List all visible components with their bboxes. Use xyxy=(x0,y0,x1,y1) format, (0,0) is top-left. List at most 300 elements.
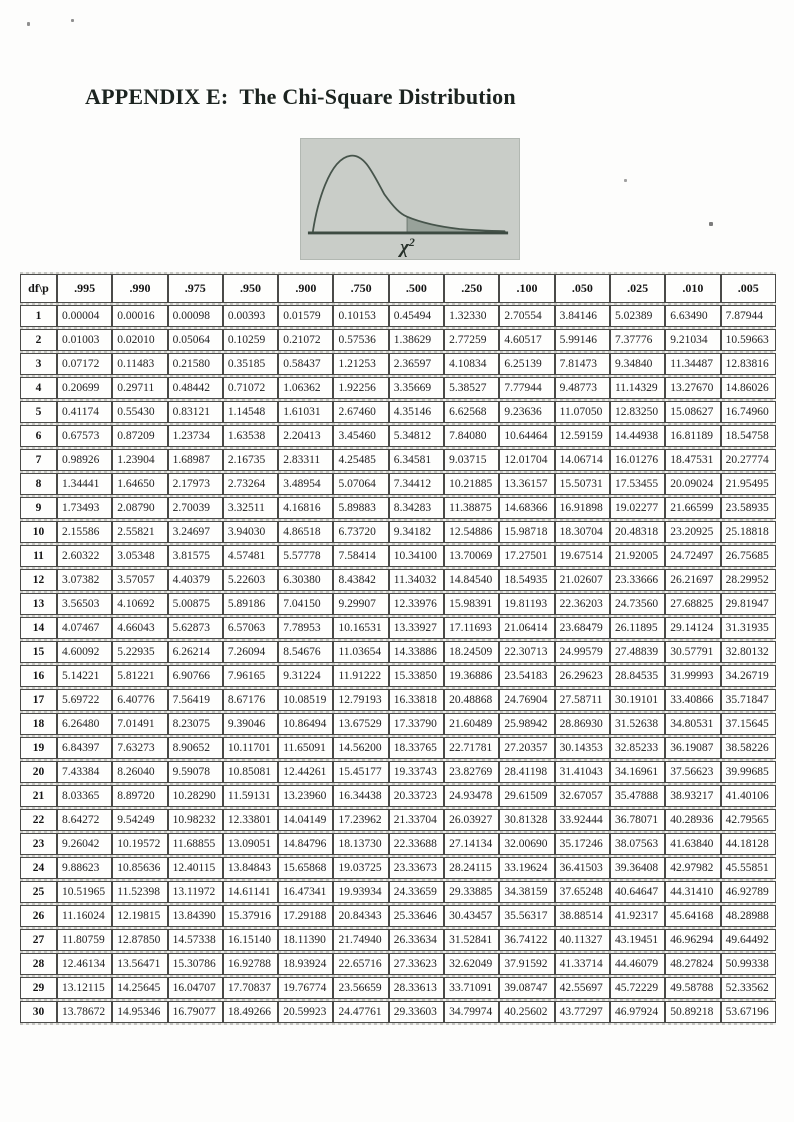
critical-value-cell: 19.36886 xyxy=(444,665,499,687)
critical-value-cell: 39.08747 xyxy=(499,977,554,999)
critical-value-cell: 6.57063 xyxy=(223,617,278,639)
critical-value-cell: 1.38629 xyxy=(389,329,444,351)
df-cell: 12 xyxy=(20,569,57,591)
critical-value-cell: 22.36203 xyxy=(555,593,610,615)
critical-value-cell: 10.08519 xyxy=(278,689,333,711)
critical-value-cell: 42.97982 xyxy=(665,857,720,879)
df-cell: 6 xyxy=(20,425,57,447)
critical-value-cell: 5.14221 xyxy=(57,665,112,687)
critical-value-cell: 31.99993 xyxy=(665,665,720,687)
critical-value-cell: 26.29623 xyxy=(555,665,610,687)
critical-value-cell: 7.78953 xyxy=(278,617,333,639)
critical-value-cell: 8.34283 xyxy=(389,497,444,519)
critical-value-cell: 46.96294 xyxy=(665,929,720,951)
critical-value-cell: 24.47761 xyxy=(333,1001,388,1023)
critical-value-cell: 21.66599 xyxy=(665,497,720,519)
critical-value-cell: 14.86026 xyxy=(721,377,776,399)
table-row xyxy=(20,617,776,639)
critical-value-cell: 9.34182 xyxy=(389,521,444,543)
critical-value-cell: 2.08790 xyxy=(112,497,167,519)
critical-value-cell: 14.56200 xyxy=(333,737,388,759)
df-cell: 24 xyxy=(20,857,57,879)
critical-value-cell: 12.33801 xyxy=(223,809,278,831)
critical-value-cell: 33.92444 xyxy=(555,809,610,831)
critical-value-cell: 4.07467 xyxy=(57,617,112,639)
critical-value-cell: 20.27774 xyxy=(721,449,776,471)
critical-value-cell: 39.99685 xyxy=(721,761,776,783)
critical-value-cell: 37.91592 xyxy=(499,953,554,975)
critical-value-cell: 33.40866 xyxy=(665,689,720,711)
corner-header-dfp: df\p xyxy=(20,274,57,303)
critical-value-cell: 5.57778 xyxy=(278,545,333,567)
critical-value-cell: 10.64464 xyxy=(499,425,554,447)
critical-value-cell: 20.48318 xyxy=(610,521,665,543)
df-cell: 5 xyxy=(20,401,57,423)
critical-value-cell: 23.56659 xyxy=(333,977,388,999)
critical-value-cell: 19.67514 xyxy=(555,545,610,567)
critical-value-cell: 3.32511 xyxy=(223,497,278,519)
critical-value-cell: 14.84540 xyxy=(444,569,499,591)
critical-value-cell: 6.30380 xyxy=(278,569,333,591)
critical-value-cell: 1.34441 xyxy=(57,473,112,495)
critical-value-cell: 15.30786 xyxy=(168,953,223,975)
critical-value-cell: 5.69722 xyxy=(57,689,112,711)
critical-value-cell: 11.80759 xyxy=(57,929,112,951)
critical-value-cell: 0.45494 xyxy=(389,305,444,327)
critical-value-cell: 1.92256 xyxy=(333,377,388,399)
critical-value-cell: 17.11693 xyxy=(444,617,499,639)
critical-value-cell: 5.89186 xyxy=(223,593,278,615)
df-cell: 4 xyxy=(20,377,57,399)
table-wrapper xyxy=(20,272,776,1025)
critical-value-cell: 12.40115 xyxy=(168,857,223,879)
critical-value-cell: 9.03715 xyxy=(444,449,499,471)
critical-value-cell: 0.57536 xyxy=(333,329,388,351)
critical-value-cell: 0.11483 xyxy=(112,353,167,375)
critical-value-cell: 32.62049 xyxy=(444,953,499,975)
critical-value-cell: 11.07050 xyxy=(555,401,610,423)
p-column-header: .500 xyxy=(389,274,444,303)
critical-value-cell: 40.25602 xyxy=(499,1001,554,1023)
df-cell: 7 xyxy=(20,449,57,471)
critical-value-cell: 9.23636 xyxy=(499,401,554,423)
critical-value-cell: 49.64492 xyxy=(721,929,776,951)
df-cell: 16 xyxy=(20,665,57,687)
critical-value-cell: 3.05348 xyxy=(112,545,167,567)
critical-value-cell: 16.34438 xyxy=(333,785,388,807)
critical-value-cell: 5.22935 xyxy=(112,641,167,663)
df-cell: 30 xyxy=(20,1001,57,1023)
df-cell: 25 xyxy=(20,881,57,903)
p-column-header: .025 xyxy=(610,274,665,303)
critical-value-cell: 46.92789 xyxy=(721,881,776,903)
critical-value-cell: 12.83816 xyxy=(721,353,776,375)
critical-value-cell: 31.52638 xyxy=(610,713,665,735)
critical-value-cell: 53.67196 xyxy=(721,1001,776,1023)
critical-value-cell: 9.31224 xyxy=(278,665,333,687)
critical-value-cell: 5.62873 xyxy=(168,617,223,639)
table-row xyxy=(20,401,776,423)
critical-value-cell: 27.20357 xyxy=(499,737,554,759)
critical-value-cell: 30.81328 xyxy=(499,809,554,831)
critical-value-cell: 8.03365 xyxy=(57,785,112,807)
df-cell: 15 xyxy=(20,641,57,663)
critical-value-cell: 10.11701 xyxy=(223,737,278,759)
critical-value-cell: 3.84146 xyxy=(555,305,610,327)
critical-value-cell: 14.84796 xyxy=(278,833,333,855)
critical-value-cell: 5.34812 xyxy=(389,425,444,447)
df-cell: 2 xyxy=(20,329,57,351)
critical-value-cell: 10.19572 xyxy=(112,833,167,855)
critical-value-cell: 3.81575 xyxy=(168,545,223,567)
critical-value-cell: 17.33790 xyxy=(389,713,444,735)
critical-value-cell: 19.93934 xyxy=(333,881,388,903)
critical-value-cell: 11.34487 xyxy=(665,353,720,375)
critical-value-cell: 11.65091 xyxy=(278,737,333,759)
critical-value-cell: 7.04150 xyxy=(278,593,333,615)
critical-value-cell: 13.23960 xyxy=(278,785,333,807)
critical-value-cell: 18.54758 xyxy=(721,425,776,447)
critical-value-cell: 6.40776 xyxy=(112,689,167,711)
critical-value-cell: 14.25645 xyxy=(112,977,167,999)
critical-value-cell: 23.58935 xyxy=(721,497,776,519)
critical-value-cell: 30.57791 xyxy=(665,641,720,663)
critical-value-cell: 0.35185 xyxy=(223,353,278,375)
p-column-header: .050 xyxy=(555,274,610,303)
critical-value-cell: 31.41043 xyxy=(555,761,610,783)
critical-value-cell: 15.45177 xyxy=(333,761,388,783)
critical-value-cell: 5.99146 xyxy=(555,329,610,351)
critical-value-cell: 11.03654 xyxy=(333,641,388,663)
critical-value-cell: 4.57481 xyxy=(223,545,278,567)
critical-value-cell: 41.40106 xyxy=(721,785,776,807)
critical-value-cell: 1.14548 xyxy=(223,401,278,423)
critical-value-cell: 24.93478 xyxy=(444,785,499,807)
critical-value-cell: 11.59131 xyxy=(223,785,278,807)
critical-value-cell: 2.77259 xyxy=(444,329,499,351)
critical-value-cell: 41.92317 xyxy=(610,905,665,927)
critical-value-cell: 28.84535 xyxy=(610,665,665,687)
table-row xyxy=(20,929,776,951)
critical-value-cell: 23.82769 xyxy=(444,761,499,783)
chi-glyph: χ xyxy=(400,237,409,259)
critical-value-cell: 10.21885 xyxy=(444,473,499,495)
critical-value-cell: 5.02389 xyxy=(610,305,665,327)
df-cell: 3 xyxy=(20,353,57,375)
critical-value-cell: 49.58788 xyxy=(665,977,720,999)
table-row xyxy=(20,689,776,711)
critical-value-cell: 0.00098 xyxy=(168,305,223,327)
critical-value-cell: 7.56419 xyxy=(168,689,223,711)
critical-value-cell: 16.04707 xyxy=(168,977,223,999)
critical-value-cell: 9.54249 xyxy=(112,809,167,831)
table-row xyxy=(20,305,776,327)
df-cell: 9 xyxy=(20,497,57,519)
critical-value-cell: 2.17973 xyxy=(168,473,223,495)
critical-value-cell: 26.11895 xyxy=(610,617,665,639)
p-column-header: .900 xyxy=(278,274,333,303)
critical-value-cell: 3.57057 xyxy=(112,569,167,591)
critical-value-cell: 0.29711 xyxy=(112,377,167,399)
critical-value-cell: 16.15140 xyxy=(223,929,278,951)
critical-value-cell: 9.34840 xyxy=(610,353,665,375)
critical-value-cell: 16.81189 xyxy=(665,425,720,447)
table-row xyxy=(20,977,776,999)
critical-value-cell: 29.81947 xyxy=(721,593,776,615)
critical-value-cell: 40.11327 xyxy=(555,929,610,951)
critical-value-cell: 4.10834 xyxy=(444,353,499,375)
table-row xyxy=(20,833,776,855)
critical-value-cell: 12.54886 xyxy=(444,521,499,543)
critical-value-cell: 0.00004 xyxy=(57,305,112,327)
table-row xyxy=(20,809,776,831)
p-column-header: .100 xyxy=(499,274,554,303)
critical-value-cell: 30.14353 xyxy=(555,737,610,759)
critical-value-cell: 8.67176 xyxy=(223,689,278,711)
table-row xyxy=(20,761,776,783)
critical-value-cell: 3.45460 xyxy=(333,425,388,447)
critical-value-cell: 14.04149 xyxy=(278,809,333,831)
critical-value-cell: 4.86518 xyxy=(278,521,333,543)
critical-value-cell: 14.33886 xyxy=(389,641,444,663)
critical-value-cell: 18.49266 xyxy=(223,1001,278,1023)
table-row xyxy=(20,953,776,975)
critical-value-cell: 12.59159 xyxy=(555,425,610,447)
critical-value-cell: 0.00393 xyxy=(223,305,278,327)
critical-value-cell: 20.33723 xyxy=(389,785,444,807)
critical-value-cell: 14.95346 xyxy=(112,1001,167,1023)
critical-value-cell: 34.16961 xyxy=(610,761,665,783)
critical-value-cell: 17.70837 xyxy=(223,977,278,999)
critical-value-cell: 10.98232 xyxy=(168,809,223,831)
critical-value-cell: 6.62568 xyxy=(444,401,499,423)
critical-value-cell: 18.93924 xyxy=(278,953,333,975)
critical-value-cell: 0.00016 xyxy=(112,305,167,327)
critical-value-cell: 12.46134 xyxy=(57,953,112,975)
critical-value-cell: 1.21253 xyxy=(333,353,388,375)
critical-value-cell: 22.71781 xyxy=(444,737,499,759)
critical-value-cell: 10.86494 xyxy=(278,713,333,735)
critical-value-cell: 1.63538 xyxy=(223,425,278,447)
critical-value-cell: 0.55430 xyxy=(112,401,167,423)
critical-value-cell: 39.36408 xyxy=(610,857,665,879)
critical-value-cell: 4.10692 xyxy=(112,593,167,615)
critical-value-cell: 1.73493 xyxy=(57,497,112,519)
critical-value-cell: 29.61509 xyxy=(499,785,554,807)
critical-value-cell: 19.02277 xyxy=(610,497,665,519)
critical-value-cell: 3.94030 xyxy=(223,521,278,543)
critical-value-cell: 15.50731 xyxy=(555,473,610,495)
p-column-header: .250 xyxy=(444,274,499,303)
critical-value-cell: 24.33659 xyxy=(389,881,444,903)
critical-value-cell: 8.26040 xyxy=(112,761,167,783)
critical-value-cell: 45.72229 xyxy=(610,977,665,999)
critical-value-cell: 0.10153 xyxy=(333,305,388,327)
critical-value-cell: 22.65716 xyxy=(333,953,388,975)
critical-value-cell: 11.38875 xyxy=(444,497,499,519)
table-header-row xyxy=(20,274,776,303)
critical-value-cell: 0.02010 xyxy=(112,329,167,351)
critical-value-cell: 6.90766 xyxy=(168,665,223,687)
critical-value-cell: 13.11972 xyxy=(168,881,223,903)
critical-value-cell: 11.91222 xyxy=(333,665,388,687)
critical-value-cell: 9.29907 xyxy=(333,593,388,615)
table-row xyxy=(20,545,776,567)
critical-value-cell: 19.03725 xyxy=(333,857,388,879)
critical-value-cell: 34.38159 xyxy=(499,881,554,903)
critical-value-cell: 2.20413 xyxy=(278,425,333,447)
critical-value-cell: 36.78071 xyxy=(610,809,665,831)
critical-value-cell: 10.51965 xyxy=(57,881,112,903)
df-cell: 19 xyxy=(20,737,57,759)
critical-value-cell: 44.18128 xyxy=(721,833,776,855)
critical-value-cell: 16.79077 xyxy=(168,1001,223,1023)
critical-value-cell: 34.79974 xyxy=(444,1001,499,1023)
critical-value-cell: 42.79565 xyxy=(721,809,776,831)
table-row xyxy=(20,881,776,903)
table-row xyxy=(20,857,776,879)
chi-square-curve-graphic xyxy=(301,139,519,259)
critical-value-cell: 15.98718 xyxy=(499,521,554,543)
critical-value-cell: 15.33850 xyxy=(389,665,444,687)
critical-value-cell: 25.33646 xyxy=(389,905,444,927)
df-cell: 22 xyxy=(20,809,57,831)
critical-value-cell: 34.26719 xyxy=(721,665,776,687)
critical-value-cell: 2.70554 xyxy=(499,305,554,327)
critical-value-cell: 13.84390 xyxy=(168,905,223,927)
critical-value-cell: 35.71847 xyxy=(721,689,776,711)
critical-value-cell: 37.15645 xyxy=(721,713,776,735)
critical-value-cell: 13.70069 xyxy=(444,545,499,567)
exponent-2: 2 xyxy=(408,235,415,250)
critical-value-cell: 10.59663 xyxy=(721,329,776,351)
table-row xyxy=(20,377,776,399)
critical-value-cell: 0.58437 xyxy=(278,353,333,375)
critical-value-cell: 6.84397 xyxy=(57,737,112,759)
critical-value-cell: 3.24697 xyxy=(168,521,223,543)
critical-value-cell: 7.26094 xyxy=(223,641,278,663)
table-row xyxy=(20,449,776,471)
table-row xyxy=(20,713,776,735)
critical-value-cell: 11.52398 xyxy=(112,881,167,903)
critical-value-cell: 42.55697 xyxy=(555,977,610,999)
table-body xyxy=(20,305,776,1023)
critical-value-cell: 14.57338 xyxy=(168,929,223,951)
critical-value-cell: 18.54935 xyxy=(499,569,554,591)
critical-value-cell: 29.33603 xyxy=(389,1001,444,1023)
critical-value-cell: 2.55821 xyxy=(112,521,167,543)
critical-value-cell: 45.64168 xyxy=(665,905,720,927)
critical-value-cell: 8.89720 xyxy=(112,785,167,807)
critical-value-cell: 0.21072 xyxy=(278,329,333,351)
critical-value-cell: 0.87209 xyxy=(112,425,167,447)
critical-value-cell: 28.41198 xyxy=(499,761,554,783)
critical-value-cell: 36.74122 xyxy=(499,929,554,951)
critical-value-cell: 9.21034 xyxy=(665,329,720,351)
critical-value-cell: 12.44261 xyxy=(278,761,333,783)
table-row xyxy=(20,737,776,759)
critical-value-cell: 7.34412 xyxy=(389,473,444,495)
critical-value-cell: 13.12115 xyxy=(57,977,112,999)
table-row xyxy=(20,521,776,543)
critical-value-cell: 28.86930 xyxy=(555,713,610,735)
p-column-header: .975 xyxy=(168,274,223,303)
critical-value-cell: 23.20925 xyxy=(665,521,720,543)
critical-value-cell: 22.30713 xyxy=(499,641,554,663)
critical-value-cell: 9.59078 xyxy=(168,761,223,783)
df-cell: 21 xyxy=(20,785,57,807)
critical-value-cell: 23.68479 xyxy=(555,617,610,639)
critical-value-cell: 12.87850 xyxy=(112,929,167,951)
critical-value-cell: 1.32330 xyxy=(444,305,499,327)
critical-value-cell: 17.23962 xyxy=(333,809,388,831)
critical-value-cell: 3.56503 xyxy=(57,593,112,615)
critical-value-cell: 5.89883 xyxy=(333,497,388,519)
table-row xyxy=(20,425,776,447)
critical-value-cell: 9.26042 xyxy=(57,833,112,855)
critical-value-cell: 21.74940 xyxy=(333,929,388,951)
critical-value-cell: 43.19451 xyxy=(610,929,665,951)
critical-value-cell: 10.34100 xyxy=(389,545,444,567)
critical-value-cell: 38.07563 xyxy=(610,833,665,855)
df-cell: 23 xyxy=(20,833,57,855)
critical-value-cell: 2.60322 xyxy=(57,545,112,567)
critical-value-cell: 14.61141 xyxy=(223,881,278,903)
table-row xyxy=(20,1001,776,1023)
critical-value-cell: 21.02607 xyxy=(555,569,610,591)
critical-value-cell: 29.33885 xyxy=(444,881,499,903)
table-row xyxy=(20,785,776,807)
critical-value-cell: 11.14329 xyxy=(610,377,665,399)
critical-value-cell: 12.83250 xyxy=(610,401,665,423)
critical-value-cell: 13.78672 xyxy=(57,1001,112,1023)
critical-value-cell: 21.95495 xyxy=(721,473,776,495)
critical-value-cell: 7.77944 xyxy=(499,377,554,399)
critical-value-cell: 2.67460 xyxy=(333,401,388,423)
critical-value-cell: 30.19101 xyxy=(610,689,665,711)
page-title: APPENDIX E: The Chi-Square Distribution xyxy=(85,84,516,109)
critical-value-cell: 13.09051 xyxy=(223,833,278,855)
critical-value-cell: 6.73720 xyxy=(333,521,388,543)
critical-value-cell: 4.66043 xyxy=(112,617,167,639)
scan-speck xyxy=(624,179,627,182)
df-cell: 17 xyxy=(20,689,57,711)
critical-value-cell: 27.58711 xyxy=(555,689,610,711)
critical-value-cell: 12.01704 xyxy=(499,449,554,471)
critical-value-cell: 4.40379 xyxy=(168,569,223,591)
critical-value-cell: 44.31410 xyxy=(665,881,720,903)
critical-value-cell: 17.27501 xyxy=(499,545,554,567)
critical-value-cell: 9.88623 xyxy=(57,857,112,879)
critical-value-cell: 20.48868 xyxy=(444,689,499,711)
critical-value-cell: 6.34581 xyxy=(389,449,444,471)
critical-value-cell: 15.65868 xyxy=(278,857,333,879)
critical-value-cell: 37.56623 xyxy=(665,761,720,783)
critical-value-cell: 13.36157 xyxy=(499,473,554,495)
critical-value-cell: 43.77297 xyxy=(555,1001,610,1023)
critical-value-cell: 23.33673 xyxy=(389,857,444,879)
critical-value-cell: 28.24115 xyxy=(444,857,499,879)
critical-value-cell: 31.52841 xyxy=(444,929,499,951)
critical-value-cell: 7.37776 xyxy=(610,329,665,351)
critical-value-cell: 0.41174 xyxy=(57,401,112,423)
critical-value-cell: 5.00875 xyxy=(168,593,223,615)
critical-value-cell: 32.67057 xyxy=(555,785,610,807)
critical-value-cell: 0.07172 xyxy=(57,353,112,375)
critical-value-cell: 0.10259 xyxy=(223,329,278,351)
critical-value-cell: 8.90652 xyxy=(168,737,223,759)
critical-value-cell: 2.36597 xyxy=(389,353,444,375)
